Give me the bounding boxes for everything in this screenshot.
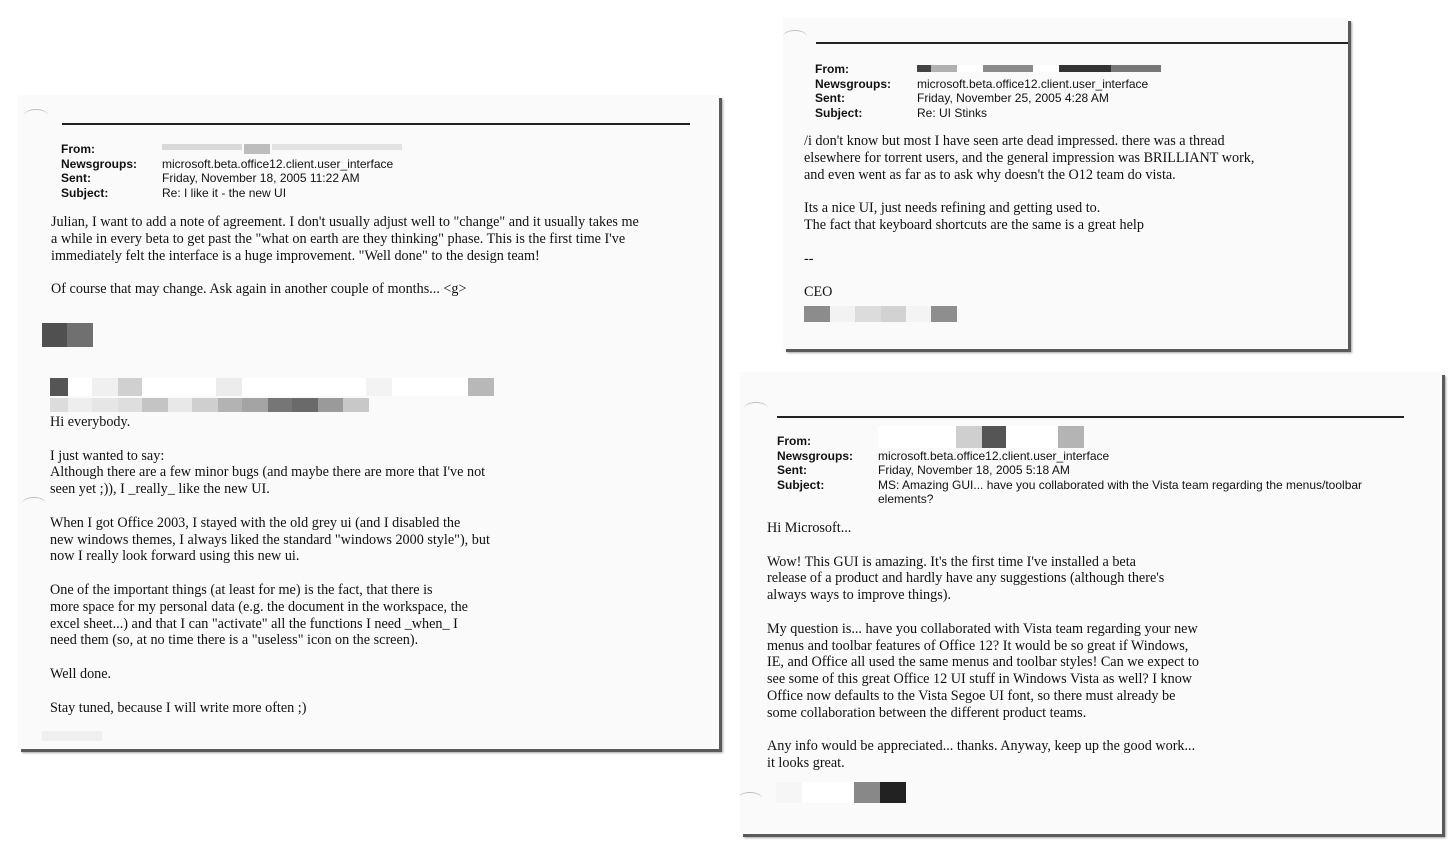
from-label: From: bbox=[815, 62, 849, 76]
email-clipping-2 bbox=[783, 18, 1348, 349]
message-paragraph: When I got Office 2003, I stayed with the old grey ui (and I disabled the new windows themes, I always liked the standard "windows 2000 style"), but now I really look forward using this new ui. bbox=[50, 514, 490, 565]
newsgroups-value: microsoft.beta.office12.client.user_interface bbox=[917, 76, 1149, 91]
from-value-redacted bbox=[878, 426, 1084, 449]
from-label: From: bbox=[61, 142, 95, 156]
header-rule bbox=[777, 416, 1404, 418]
message-body-2 bbox=[50, 414, 490, 733]
sent-label: Sent: bbox=[777, 463, 807, 477]
redacted-sender-info bbox=[50, 398, 423, 412]
redacted-signature bbox=[42, 323, 93, 347]
sent-label: Sent: bbox=[61, 171, 91, 185]
message-paragraph: Hi Microsoft... bbox=[767, 520, 852, 536]
message-paragraph: -- bbox=[804, 250, 814, 267]
message-paragraph: Julian, I want to add a note of agreement. I don't usually adjust well to "change" and it usually takes me a while in every beta to get past the "what on earth are they thinking" phase. This is the first time I've immediately felt the interface is a huge improvement. "Well done" to the design team! bbox=[51, 214, 639, 264]
message-body-1 bbox=[51, 214, 639, 315]
subject-value: Re: UI Stinks bbox=[917, 105, 988, 120]
newsgroups-value: microsoft.beta.office12.client.user_interface bbox=[878, 448, 1110, 463]
punch-hole-mark bbox=[740, 792, 762, 805]
from-value-redacted bbox=[917, 65, 1161, 77]
message-paragraph: Hi everybody. bbox=[50, 414, 131, 430]
message-paragraph: Of course that may change. Ask again in another couple of months... <g> bbox=[51, 281, 467, 298]
redacted-signature bbox=[42, 731, 102, 741]
newsgroups-label: Newsgroups: bbox=[815, 76, 892, 91]
message-paragraph: Stay tuned, because I will write more often ;) bbox=[50, 699, 307, 716]
message-paragraph: One of the important things (at least for me) is the fact, that there is more space for my personal data (e.g. the document in the workspace, the excel sheet...) and that I can "activate" all the functions I need _when_ I need them (so, at no time there is a "useless" icon on the screen). bbox=[50, 581, 468, 649]
header-rule bbox=[816, 42, 1348, 44]
from-label: From: bbox=[777, 434, 811, 448]
message-paragraph: /i don't know but most I have seen arte dead impressed. there was a thread elsewhere for torrent users, and the general impression was BRILLIANT work, and even went as far as to ask why doesn't the O12 team do vista. bbox=[804, 133, 1255, 183]
subject-value: Re: I like it - the new UI bbox=[162, 185, 287, 200]
sent-value: Friday, November 18, 2005 5:18 AM bbox=[878, 463, 1070, 477]
message-body bbox=[767, 520, 1199, 789]
newsgroups-value: microsoft.beta.office12.client.user_interface bbox=[162, 156, 394, 171]
email-header bbox=[777, 434, 1362, 507]
sent-value: Friday, November 25, 2005 4:28 AM bbox=[917, 91, 1109, 105]
email-header bbox=[815, 62, 1161, 120]
subject-label: Subject: bbox=[815, 105, 863, 120]
redacted-sender-info bbox=[50, 378, 526, 396]
subject-value: MS: Amazing GUI... have you collaborated with the Vista team regarding the menus/toolbar elements? bbox=[878, 477, 1363, 506]
newsgroups-label: Newsgroups: bbox=[61, 156, 138, 171]
message-paragraph: Wow! This GUI is amazing. It's the first time I've installed a beta release of a product and hardly have any suggestions (although there's always ways to improve things). bbox=[767, 553, 1165, 604]
sent-label: Sent: bbox=[815, 91, 845, 105]
subject-label: Subject: bbox=[777, 477, 825, 492]
punch-hole-mark bbox=[24, 109, 48, 122]
message-paragraph: Its a nice UI, just needs refining and getting used to. The fact that keyboard shortcuts are the same is a great help bbox=[804, 200, 1144, 233]
redacted-signature bbox=[804, 306, 957, 322]
email-clipping-3 bbox=[740, 372, 1442, 834]
punch-hole-mark bbox=[744, 402, 768, 415]
email-clipping-1 bbox=[18, 95, 719, 749]
message-body bbox=[804, 133, 1254, 301]
redacted-signature bbox=[776, 782, 906, 803]
sent-value: Friday, November 18, 2005 11:22 AM bbox=[162, 171, 360, 185]
from-value-redacted bbox=[162, 144, 402, 157]
message-paragraph: Any info would be appreciated... thanks. Anyway, keep up the good work... it looks great. bbox=[767, 738, 1196, 772]
header-rule bbox=[62, 123, 690, 125]
message-paragraph: My question is... have you collaborated with Vista team regarding your new menus and toolbar features of Office 12? It would be so great if Windows, IE, and Office all used the same menus and toolbar styles! Can we expect to see some of this great Office 12 UI stuff in Windows Vista as well? I know Office now defaults to the Vista Segoe UI font, so there must already be some collaboration between the different product teams. bbox=[767, 620, 1199, 721]
message-paragraph: Well done. bbox=[50, 665, 112, 682]
punch-hole-mark bbox=[783, 30, 807, 43]
subject-label: Subject: bbox=[61, 185, 109, 200]
punch-hole-mark bbox=[22, 497, 46, 510]
signature-title: CEO bbox=[804, 284, 833, 301]
email-header bbox=[61, 142, 402, 200]
message-paragraph: I just wanted to say: Although there are a few minor bugs (and maybe there are more that I've not seen yet ;)), I _really_ like the new UI. bbox=[50, 447, 486, 498]
newsgroups-label: Newsgroups: bbox=[777, 448, 854, 463]
